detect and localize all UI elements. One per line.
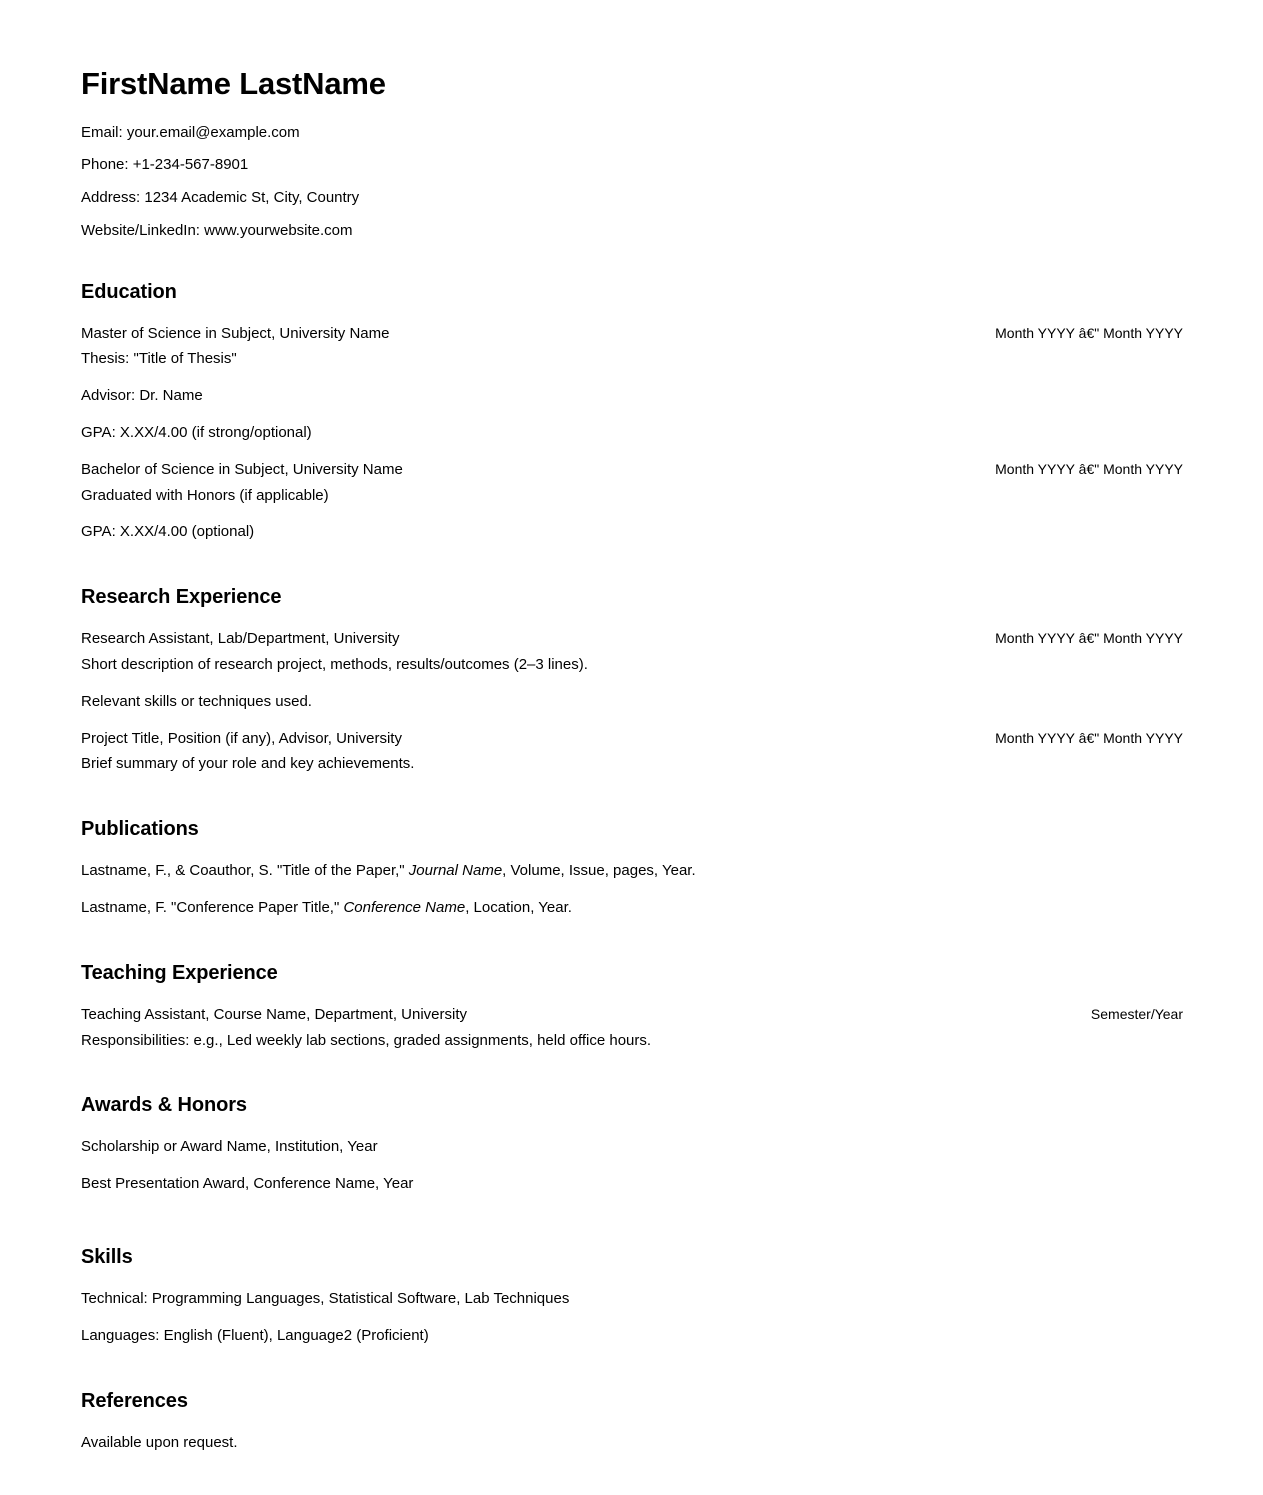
section-heading-research-experience: Research Experience (81, 586, 282, 609)
entry-title: Advisor: Dr. Name (81, 387, 203, 405)
section-heading-teaching-experience: Teaching Experience (81, 961, 278, 984)
section-heading-education: Education (81, 280, 177, 303)
conference-name: Conference Name (343, 899, 466, 916)
entry-title: Master of Science in Subject, University Name (81, 324, 390, 342)
entry-title: Best Presentation Award, Conference Name, Year (81, 1175, 414, 1193)
section-heading-awards-honors: Awards & Honors (81, 1094, 247, 1117)
entry-date: Month YYYY â€" Month YYYY (995, 729, 1183, 746)
entry-subline: Thesis: "Title of Thesis" (81, 350, 237, 368)
publication-suffix: , Location, Year. (465, 899, 572, 916)
award-entry (81, 1171, 1183, 1197)
entry-date: Month YYYY â€" Month YYYY (995, 460, 1183, 477)
section-heading-skills: Skills (81, 1245, 133, 1268)
contact-phone: Phone: +1-234-567-8901 (81, 156, 249, 174)
education-entry (81, 457, 1183, 509)
section-education (81, 280, 1183, 546)
entry-title: Technical: Programming Languages, Statistical Software, Lab Techniques (81, 1289, 570, 1307)
publication-prefix: Lastname, F., & Coauthor, S. "Title of the Paper," (81, 862, 409, 880)
entry-subline: Brief summary of your role and key achievements. (81, 755, 415, 773)
entry-title: GPA: X.XX/4.00 (if strong/optional) (81, 424, 312, 442)
section-research-experience (81, 585, 1183, 777)
publication-entry (81, 895, 1183, 921)
education-entry (81, 383, 1183, 409)
research-entry (81, 726, 1183, 778)
entry-title: Bachelor of Science in Subject, University Name (81, 460, 403, 478)
entry-subline: Responsibilities: e.g., Led weekly lab sections, graded assignments, held office hours. (81, 1031, 652, 1049)
entry-title: Available upon request. (81, 1433, 238, 1451)
education-entry (81, 420, 1183, 446)
entry-title: Languages: English (Fluent), Language2 (Proficient) (81, 1326, 429, 1344)
section-awards-honors (81, 1093, 1183, 1197)
cv-document (81, 66, 1183, 1455)
publication-prefix: Lastname, F. "Conference Paper Title," (81, 899, 344, 916)
skill-entry (81, 1286, 1183, 1312)
contact-email: Email: your.email@example.com (81, 123, 300, 141)
entry-date: Semester/Year (1090, 1005, 1183, 1022)
contact-website: Website/LinkedIn: www.yourwebsite.com (81, 221, 353, 239)
section-references (81, 1389, 1183, 1456)
page-title: FirstName LastName (81, 66, 386, 101)
contact-address: Address: 1234 Academic St, City, Country (81, 189, 360, 207)
entry-subline: Short description of research project, methods, results/outcomes (2–3 lines). (81, 656, 588, 674)
education-entry (81, 519, 1183, 545)
skill-entry (81, 1323, 1183, 1349)
section-skills (81, 1245, 1183, 1349)
section-heading-references: References (81, 1389, 188, 1412)
entry-title: Research Assistant, Lab/Department, University (81, 630, 400, 648)
entry-title: GPA: X.XX/4.00 (optional) (81, 523, 255, 541)
section-heading-publications: Publications (81, 818, 199, 841)
entry-subline: Graduated with Honors (if applicable) (81, 486, 329, 504)
entry-title: Scholarship or Award Name, Institution, Year (81, 1138, 378, 1156)
research-entry (81, 626, 1183, 678)
entry-title: Project Title, Position (if any), Advisor, University (81, 729, 402, 747)
entry-date: Month YYYY â€" Month YYYY (995, 630, 1183, 647)
education-entry (81, 321, 1183, 373)
section-publications (81, 817, 1183, 921)
research-entry (81, 689, 1183, 715)
award-entry (81, 1134, 1183, 1160)
reference-entry (81, 1430, 1183, 1456)
publication-entry (81, 858, 1183, 884)
publication-suffix: , Volume, Issue, pages, Year. (502, 862, 696, 880)
teaching-entry (81, 1002, 1183, 1054)
entry-title: Teaching Assistant, Course Name, Department, University (81, 1005, 467, 1023)
section-teaching-experience (81, 961, 1183, 1054)
entry-title: Relevant skills or techniques used. (81, 692, 312, 710)
journal-name: Journal Name (408, 862, 503, 880)
entry-date: Month YYYY â€" Month YYYY (995, 324, 1183, 341)
